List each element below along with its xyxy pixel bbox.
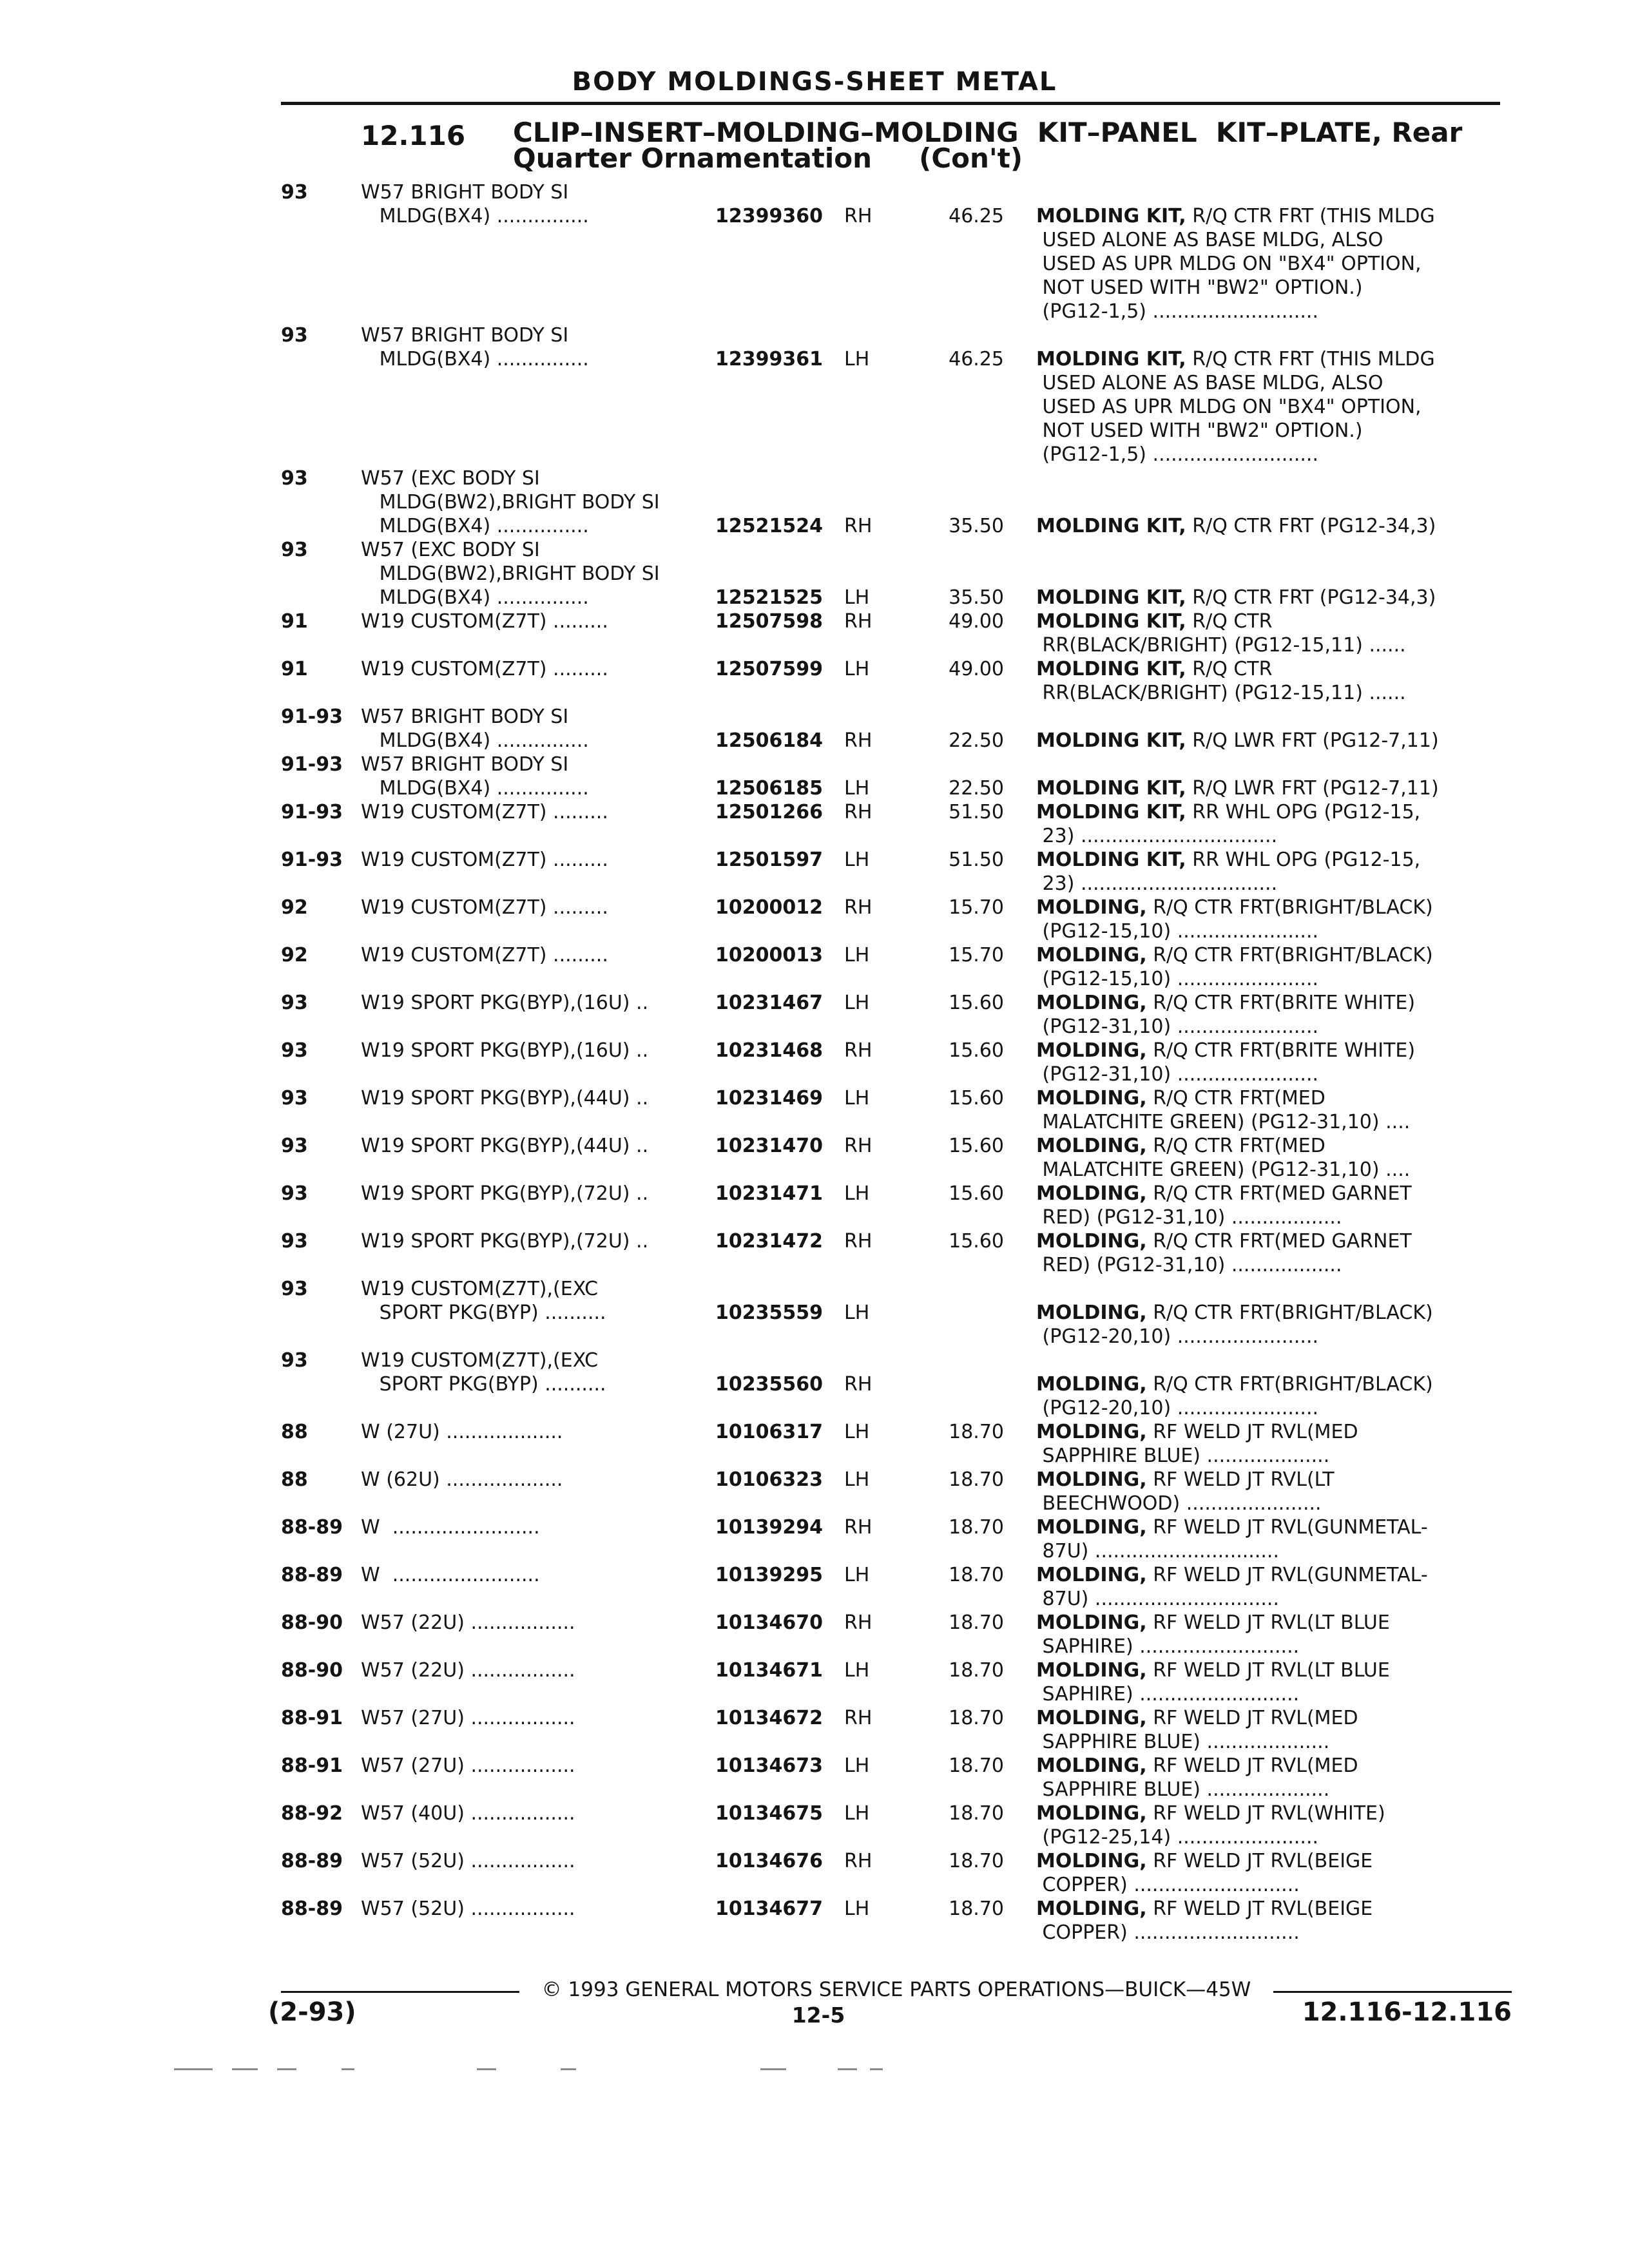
part-name-detail: RF WELD JT RVL(MED SAPPHIRE BLUE) .................... [1042, 1754, 1358, 1801]
part-name-detail: R/Q CTR FRT(MED MALATCHITE GREEN) (PG12-31,10) .... [1042, 1087, 1411, 1133]
part-number: 12506184 [715, 729, 823, 752]
part-name-detail: R/Q CTR RR(BLACK/BRIGHT) (PG12-15,11) ...... [1042, 658, 1406, 704]
part-name-keyword: MOLDING, [1036, 1135, 1147, 1157]
part-name-detail: R/Q CTR FRT(BRIGHT/BLACK) (PG12-15,10) ....................... [1042, 944, 1433, 990]
part-name [1036, 1372, 1539, 1420]
usage-description: W19 SPORT PKG(BYP),(72U) .. [361, 1182, 649, 1205]
part-name-keyword: MOLDING KIT, [1036, 777, 1186, 800]
footer-section-range: 12.116-12.116 [1302, 1997, 1512, 2027]
list-price: 18.70 [949, 1564, 1004, 1586]
part-row [281, 1134, 1505, 1182]
part-name-detail: RF WELD JT RVL(LT BEECHWOOD) ...................... [1042, 1468, 1335, 1515]
model-year: 93 [281, 1230, 308, 1253]
part-name [1036, 729, 1539, 753]
parts-list [281, 180, 1505, 1945]
part-number: 10231470 [715, 1135, 823, 1157]
usage-description: W19 CUSTOM(Z7T) ......... [361, 801, 608, 823]
model-year: 91 [281, 610, 308, 633]
usage-description: W57 BRIGHT BODY SI MLDG(BX4) ............... [361, 181, 589, 227]
part-name-keyword: MOLDING, [1036, 1850, 1147, 1872]
part-number: 10231471 [715, 1182, 823, 1205]
part-number: 10235559 [715, 1302, 823, 1324]
usage-description: W57 (27U) ................. [361, 1754, 575, 1777]
part-row [281, 991, 1505, 1039]
list-price: 18.70 [949, 1898, 1004, 1920]
part-name [1036, 1706, 1539, 1754]
part-name-detail: RF WELD JT RVL(LT BLUE SAPHIRE) .......................... [1042, 1611, 1390, 1658]
usage-description: W ........................ [361, 1516, 540, 1539]
part-name-keyword: MOLDING, [1036, 1421, 1147, 1443]
part-name-keyword: MOLDING, [1036, 1802, 1147, 1825]
model-year: 88-89 [281, 1564, 343, 1586]
part-name [1036, 204, 1539, 323]
usage-description: W ........................ [361, 1564, 540, 1586]
list-price: 22.50 [949, 729, 1004, 752]
usage-description: W57 (EXC BODY SI MLDG(BW2),BRIGHT BODY SI MLDG(BX4) ............... [361, 467, 660, 537]
part-number: 10139295 [715, 1564, 823, 1586]
part-number: 12399361 [715, 348, 823, 370]
footer-page-number: 12-5 [791, 2003, 845, 2028]
model-year: 92 [281, 896, 308, 919]
side-code: RH [844, 1707, 872, 1729]
model-year: 91-93 [281, 801, 343, 823]
part-name-detail: RR WHL OPG (PG12-15, 23) ................................ [1042, 801, 1421, 847]
part-name-detail: RF WELD JT RVL(GUNMETAL- 87U) .............................. [1042, 1516, 1428, 1562]
list-price: 18.70 [949, 1611, 1004, 1634]
part-name-detail: R/Q CTR FRT (THIS MLDG USED ALONE AS BASE MLDG, ALSO USED AS UPR MLDG ON "BX4" OPTION, NOT USED WITH "BW2" OPTION.) (PG12-1,5) ........................... [1042, 205, 1435, 323]
part-row [281, 1849, 1505, 1897]
part-number: 12399360 [715, 205, 823, 227]
part-number: 12501266 [715, 801, 823, 823]
model-year: 88-90 [281, 1611, 343, 1634]
model-year: 88-89 [281, 1850, 343, 1872]
side-code: LH [844, 348, 870, 370]
part-row [281, 657, 1505, 705]
part-number: 12507598 [715, 610, 823, 633]
list-price: 15.60 [949, 1182, 1004, 1205]
list-price: 46.25 [949, 348, 1004, 370]
model-year: 93 [281, 1349, 308, 1372]
model-year: 88-89 [281, 1898, 343, 1920]
side-code: LH [844, 1087, 870, 1110]
section-title-line-2: Quarter Ornamentation (Con't) [513, 142, 1023, 174]
part-number: 10106317 [715, 1421, 823, 1443]
list-price: 18.70 [949, 1659, 1004, 1682]
part-name-keyword: MOLDING, [1036, 944, 1147, 966]
usage-description: W19 SPORT PKG(BYP),(16U) .. [361, 992, 649, 1014]
usage-description: W19 SPORT PKG(BYP),(44U) .. [361, 1135, 649, 1157]
part-name [1036, 1802, 1539, 1849]
usage-description: W19 CUSTOM(Z7T),(EXC SPORT PKG(BYP) .......... [361, 1349, 606, 1396]
side-code: RH [844, 610, 872, 633]
usage-description: W57 BRIGHT BODY SI MLDG(BX4) ............... [361, 753, 589, 800]
usage-description: W19 CUSTOM(Z7T) ......... [361, 849, 608, 871]
part-name [1036, 943, 1539, 991]
side-code: LH [844, 944, 870, 966]
side-code: RH [844, 1611, 872, 1634]
side-code: RH [844, 896, 872, 919]
part-name-keyword: MOLDING, [1036, 1373, 1147, 1396]
part-name-detail: R/Q CTR FRT (PG12-34,3) [1186, 515, 1436, 537]
part-name-detail: RF WELD JT RVL(WHITE) (PG12-25,14) ....................... [1042, 1802, 1385, 1849]
part-name-keyword: MOLDING, [1036, 1898, 1147, 1920]
part-name-detail: R/Q CTR FRT(BRITE WHITE) (PG12-31,10) ....................... [1042, 992, 1416, 1038]
part-name-keyword: MOLDING, [1036, 1754, 1147, 1777]
side-code: LH [844, 1659, 870, 1682]
part-number: 10134671 [715, 1659, 823, 1682]
part-name-keyword: MOLDING, [1036, 1611, 1147, 1634]
list-price: 18.70 [949, 1754, 1004, 1777]
list-price: 18.70 [949, 1802, 1004, 1825]
part-row [281, 323, 1505, 466]
part-name-keyword: MOLDING, [1036, 992, 1147, 1014]
usage-description: W57 (EXC BODY SI MLDG(BW2),BRIGHT BODY SI MLDG(BX4) ............... [361, 539, 660, 609]
usage-description: W57 BRIGHT BODY SI MLDG(BX4) ............... [361, 324, 589, 370]
part-row [281, 610, 1505, 657]
usage-description: W19 SPORT PKG(BYP),(44U) .. [361, 1087, 649, 1110]
list-price: 49.00 [949, 658, 1004, 680]
part-row [281, 753, 1505, 800]
part-name-detail: RF WELD JT RVL(BEIGE COPPER) ........................... [1042, 1850, 1373, 1896]
part-name [1036, 896, 1539, 943]
part-number: 10134677 [715, 1898, 823, 1920]
part-row [281, 1229, 1505, 1277]
part-row [281, 848, 1505, 896]
part-name [1036, 1182, 1539, 1229]
side-code: LH [844, 586, 870, 609]
part-number: 10231472 [715, 1230, 823, 1253]
part-row [281, 1277, 1505, 1349]
usage-description: W19 CUSTOM(Z7T) ......... [361, 658, 608, 680]
side-code: RH [844, 1850, 872, 1872]
usage-description: W57 (40U) ................. [361, 1802, 575, 1825]
part-row [281, 896, 1505, 943]
usage-description: W19 SPORT PKG(BYP),(16U) .. [361, 1039, 649, 1062]
model-year: 93 [281, 1278, 308, 1300]
list-price: 35.50 [949, 586, 1004, 609]
section-number: 12.116 [361, 120, 466, 151]
list-price: 15.60 [949, 1039, 1004, 1062]
usage-description: W57 (52U) ................. [361, 1850, 575, 1872]
usage-description: W57 (52U) ................. [361, 1898, 575, 1920]
part-name-detail: R/Q CTR FRT(MED GARNET RED) (PG12-31,10) .................. [1042, 1230, 1412, 1276]
usage-description: W19 CUSTOM(Z7T) ......... [361, 610, 608, 633]
part-name [1036, 1754, 1539, 1802]
part-name-keyword: MOLDING, [1036, 1564, 1147, 1586]
part-name-keyword: MOLDING KIT, [1036, 610, 1186, 633]
part-name-detail: RF WELD JT RVL(MED SAPPHIRE BLUE) .................... [1042, 1707, 1358, 1753]
part-name [1036, 1563, 1539, 1611]
model-year: 93 [281, 1182, 308, 1205]
model-year: 93 [281, 992, 308, 1014]
side-code: RH [844, 205, 872, 227]
part-row [281, 466, 1505, 538]
part-name-detail: R/Q LWR FRT (PG12-7,11) [1186, 729, 1439, 752]
usage-description: W19 CUSTOM(Z7T),(EXC SPORT PKG(BYP) .......... [361, 1278, 606, 1324]
footer-date-code: (2-93) [268, 1997, 356, 2027]
part-name-detail: R/Q CTR FRT(BRIGHT/BLACK) (PG12-20,10) ....................... [1042, 1373, 1433, 1419]
part-number: 10134673 [715, 1754, 823, 1777]
part-name-keyword: MOLDING KIT, [1036, 658, 1186, 680]
side-code: RH [844, 1373, 872, 1396]
part-name-detail: RF WELD JT RVL(LT BLUE SAPHIRE) .......................... [1042, 1659, 1390, 1706]
part-number: 10231468 [715, 1039, 823, 1062]
model-year: 93 [281, 324, 308, 347]
part-name-detail: R/Q CTR FRT (THIS MLDG USED ALONE AS BASE MLDG, ALSO USED AS UPR MLDG ON "BX4" OPTION, NOT USED WITH "BW2" OPTION.) (PG12-1,5) ........................... [1042, 348, 1435, 466]
usage-description: W57 (22U) ................. [361, 1659, 575, 1682]
part-row [281, 1563, 1505, 1611]
side-code: RH [844, 1135, 872, 1157]
part-name [1036, 1301, 1539, 1349]
part-name [1036, 1897, 1539, 1945]
part-number: 10231469 [715, 1087, 823, 1110]
part-row [281, 1897, 1505, 1945]
footer-divider-right [1273, 1991, 1512, 1993]
part-name-detail: RF WELD JT RVL(BEIGE COPPER) ........................... [1042, 1898, 1373, 1944]
usage-description: W (62U) ................... [361, 1468, 563, 1491]
model-year: 88 [281, 1468, 308, 1491]
side-code: LH [844, 1754, 870, 1777]
part-row [281, 1706, 1505, 1754]
model-year: 93 [281, 467, 308, 490]
model-year: 93 [281, 1039, 308, 1062]
part-name-keyword: MOLDING, [1036, 1182, 1147, 1205]
side-code: RH [844, 1230, 872, 1253]
list-price: 18.70 [949, 1516, 1004, 1539]
side-code: LH [844, 1182, 870, 1205]
part-name-keyword: MOLDING, [1036, 1468, 1147, 1491]
header-divider [281, 102, 1500, 105]
part-name-detail: RF WELD JT RVL(GUNMETAL- 87U) .............................. [1042, 1564, 1428, 1610]
part-name-keyword: MOLDING, [1036, 1230, 1147, 1253]
model-year: 88 [281, 1421, 308, 1443]
section-title-line-1: CLIP–INSERT–MOLDING–MOLDING KIT–PANEL KIT–PLATE, Rear [513, 117, 1463, 148]
footer-divider-left [281, 1991, 519, 1993]
part-name-detail: RR WHL OPG (PG12-15, 23) ................................ [1042, 849, 1421, 895]
part-number: 10134676 [715, 1850, 823, 1872]
usage-description: W57 (27U) ................. [361, 1707, 575, 1729]
part-name-keyword: MOLDING KIT, [1036, 348, 1186, 370]
model-year: 93 [281, 181, 308, 204]
part-name-detail: R/Q CTR FRT(BRIGHT/BLACK) (PG12-15,10) ....................... [1042, 896, 1433, 943]
list-price: 22.50 [949, 777, 1004, 800]
usage-description: W57 (22U) ................. [361, 1611, 575, 1634]
list-price: 18.70 [949, 1850, 1004, 1872]
part-row [281, 1420, 1505, 1468]
list-price: 15.70 [949, 896, 1004, 919]
side-code: LH [844, 777, 870, 800]
part-number: 10134672 [715, 1707, 823, 1729]
part-row [281, 1802, 1505, 1849]
part-name [1036, 514, 1539, 538]
part-name [1036, 1611, 1539, 1658]
list-price: 15.60 [949, 1135, 1004, 1157]
model-year: 88-91 [281, 1754, 343, 1777]
part-name-keyword: MOLDING, [1036, 1707, 1147, 1729]
part-number: 12521524 [715, 515, 823, 537]
usage-description: W19 CUSTOM(Z7T) ......... [361, 944, 608, 966]
side-code: RH [844, 801, 872, 823]
part-name [1036, 1039, 1539, 1086]
list-price: 18.70 [949, 1421, 1004, 1443]
part-row [281, 1658, 1505, 1706]
part-number: 10134670 [715, 1611, 823, 1634]
part-number: 10235560 [715, 1373, 823, 1396]
part-number: 12506185 [715, 777, 823, 800]
part-name-detail: R/Q LWR FRT (PG12-7,11) [1186, 777, 1439, 800]
side-code: LH [844, 1564, 870, 1586]
side-code: RH [844, 515, 872, 537]
side-code: RH [844, 729, 872, 752]
part-name-detail: R/Q CTR FRT(MED MALATCHITE GREEN) (PG12-31,10) .... [1042, 1135, 1411, 1181]
part-name [1036, 347, 1539, 466]
list-price: 49.00 [949, 610, 1004, 633]
part-row [281, 1349, 1505, 1420]
part-row [281, 1515, 1505, 1563]
part-name-keyword: MOLDING KIT, [1036, 205, 1186, 227]
model-year: 91-93 [281, 849, 343, 871]
part-name [1036, 1086, 1539, 1134]
part-row [281, 1086, 1505, 1134]
list-price: 35.50 [949, 515, 1004, 537]
model-year: 93 [281, 539, 308, 561]
model-year: 91-93 [281, 753, 343, 776]
side-code: LH [844, 658, 870, 680]
usage-description: W (27U) ................... [361, 1421, 563, 1443]
part-number: 12507599 [715, 658, 823, 680]
part-name [1036, 1420, 1539, 1468]
part-name [1036, 776, 1539, 800]
side-code: LH [844, 1802, 870, 1825]
part-row [281, 1754, 1505, 1802]
part-name [1036, 1134, 1539, 1182]
part-name [1036, 1515, 1539, 1563]
part-name [1036, 1849, 1539, 1897]
list-price: 18.70 [949, 1468, 1004, 1491]
part-row [281, 705, 1505, 753]
part-name [1036, 800, 1539, 848]
part-row [281, 1468, 1505, 1515]
part-row [281, 180, 1505, 323]
list-price: 15.60 [949, 992, 1004, 1014]
side-code: LH [844, 1468, 870, 1491]
part-name [1036, 610, 1539, 657]
part-name-detail: R/Q CTR FRT (PG12-34,3) [1186, 586, 1436, 609]
part-name-detail: R/Q CTR FRT(BRITE WHITE) (PG12-31,10) ....................... [1042, 1039, 1416, 1086]
side-code: LH [844, 1421, 870, 1443]
part-name [1036, 991, 1539, 1039]
list-price: 18.70 [949, 1707, 1004, 1729]
part-number: 12521525 [715, 586, 823, 609]
part-name-keyword: MOLDING, [1036, 1516, 1147, 1539]
part-name-keyword: MOLDING KIT, [1036, 849, 1186, 871]
side-code: LH [844, 1898, 870, 1920]
side-code: RH [844, 1516, 872, 1539]
list-price: 15.60 [949, 1230, 1004, 1253]
part-name-keyword: MOLDING, [1036, 896, 1147, 919]
part-name-keyword: MOLDING KIT, [1036, 515, 1186, 537]
part-name-keyword: MOLDING, [1036, 1039, 1147, 1062]
side-code: LH [844, 992, 870, 1014]
part-row [281, 1182, 1505, 1229]
usage-description: W57 BRIGHT BODY SI MLDG(BX4) ............... [361, 706, 589, 752]
part-name [1036, 1658, 1539, 1706]
part-number: 12501597 [715, 849, 823, 871]
part-name-detail: R/Q CTR RR(BLACK/BRIGHT) (PG12-15,11) ...... [1042, 610, 1406, 657]
model-year: 92 [281, 944, 308, 966]
model-year: 93 [281, 1087, 308, 1110]
part-name [1036, 848, 1539, 896]
part-number: 10200013 [715, 944, 823, 966]
part-name-keyword: MOLDING, [1036, 1087, 1147, 1110]
list-price: 51.50 [949, 849, 1004, 871]
part-name-detail: R/Q CTR FRT(MED GARNET RED) (PG12-31,10) .................. [1042, 1182, 1412, 1229]
page-header-title: BODY MOLDINGS-SHEET METAL [572, 67, 1057, 97]
model-year: 88-91 [281, 1707, 343, 1729]
part-name [1036, 586, 1539, 610]
scan-artifact-marks [0, 2068, 1629, 2081]
model-year: 88-89 [281, 1516, 343, 1539]
part-name-keyword: MOLDING, [1036, 1659, 1147, 1682]
usage-description: W19 SPORT PKG(BYP),(72U) .. [361, 1230, 649, 1253]
model-year: 93 [281, 1135, 308, 1157]
part-row [281, 538, 1505, 610]
part-number: 10231467 [715, 992, 823, 1014]
part-name-keyword: MOLDING KIT, [1036, 586, 1186, 609]
part-name-detail: RF WELD JT RVL(MED SAPPHIRE BLUE) .................... [1042, 1421, 1358, 1467]
model-year: 88-90 [281, 1659, 343, 1682]
part-number: 10200012 [715, 896, 823, 919]
part-row [281, 1611, 1505, 1658]
part-number: 10139294 [715, 1516, 823, 1539]
part-name [1036, 1468, 1539, 1515]
side-code: LH [844, 1302, 870, 1324]
usage-description: W19 CUSTOM(Z7T) ......... [361, 896, 608, 919]
model-year: 91-93 [281, 706, 343, 728]
part-name [1036, 657, 1539, 705]
part-row [281, 800, 1505, 848]
part-row [281, 943, 1505, 991]
side-code: LH [844, 849, 870, 871]
list-price: 51.50 [949, 801, 1004, 823]
side-code: RH [844, 1039, 872, 1062]
part-name-keyword: MOLDING KIT, [1036, 729, 1186, 752]
part-number: 10134675 [715, 1802, 823, 1825]
list-price: 15.70 [949, 944, 1004, 966]
section-title [513, 117, 1505, 174]
list-price: 46.25 [949, 205, 1004, 227]
part-row [281, 1039, 1505, 1086]
list-price: 15.60 [949, 1087, 1004, 1110]
part-name-keyword: MOLDING, [1036, 1302, 1147, 1324]
footer-copyright: © 1993 GENERAL MOTORS SERVICE PARTS OPERATIONS—BUICK—45W [541, 1978, 1251, 2001]
part-name [1036, 1229, 1539, 1277]
part-name-detail: R/Q CTR FRT(BRIGHT/BLACK) (PG12-20,10) ....................... [1042, 1302, 1433, 1348]
part-number: 10106323 [715, 1468, 823, 1491]
part-name-keyword: MOLDING KIT, [1036, 801, 1186, 823]
model-year: 91 [281, 658, 308, 680]
model-year: 88-92 [281, 1802, 343, 1825]
